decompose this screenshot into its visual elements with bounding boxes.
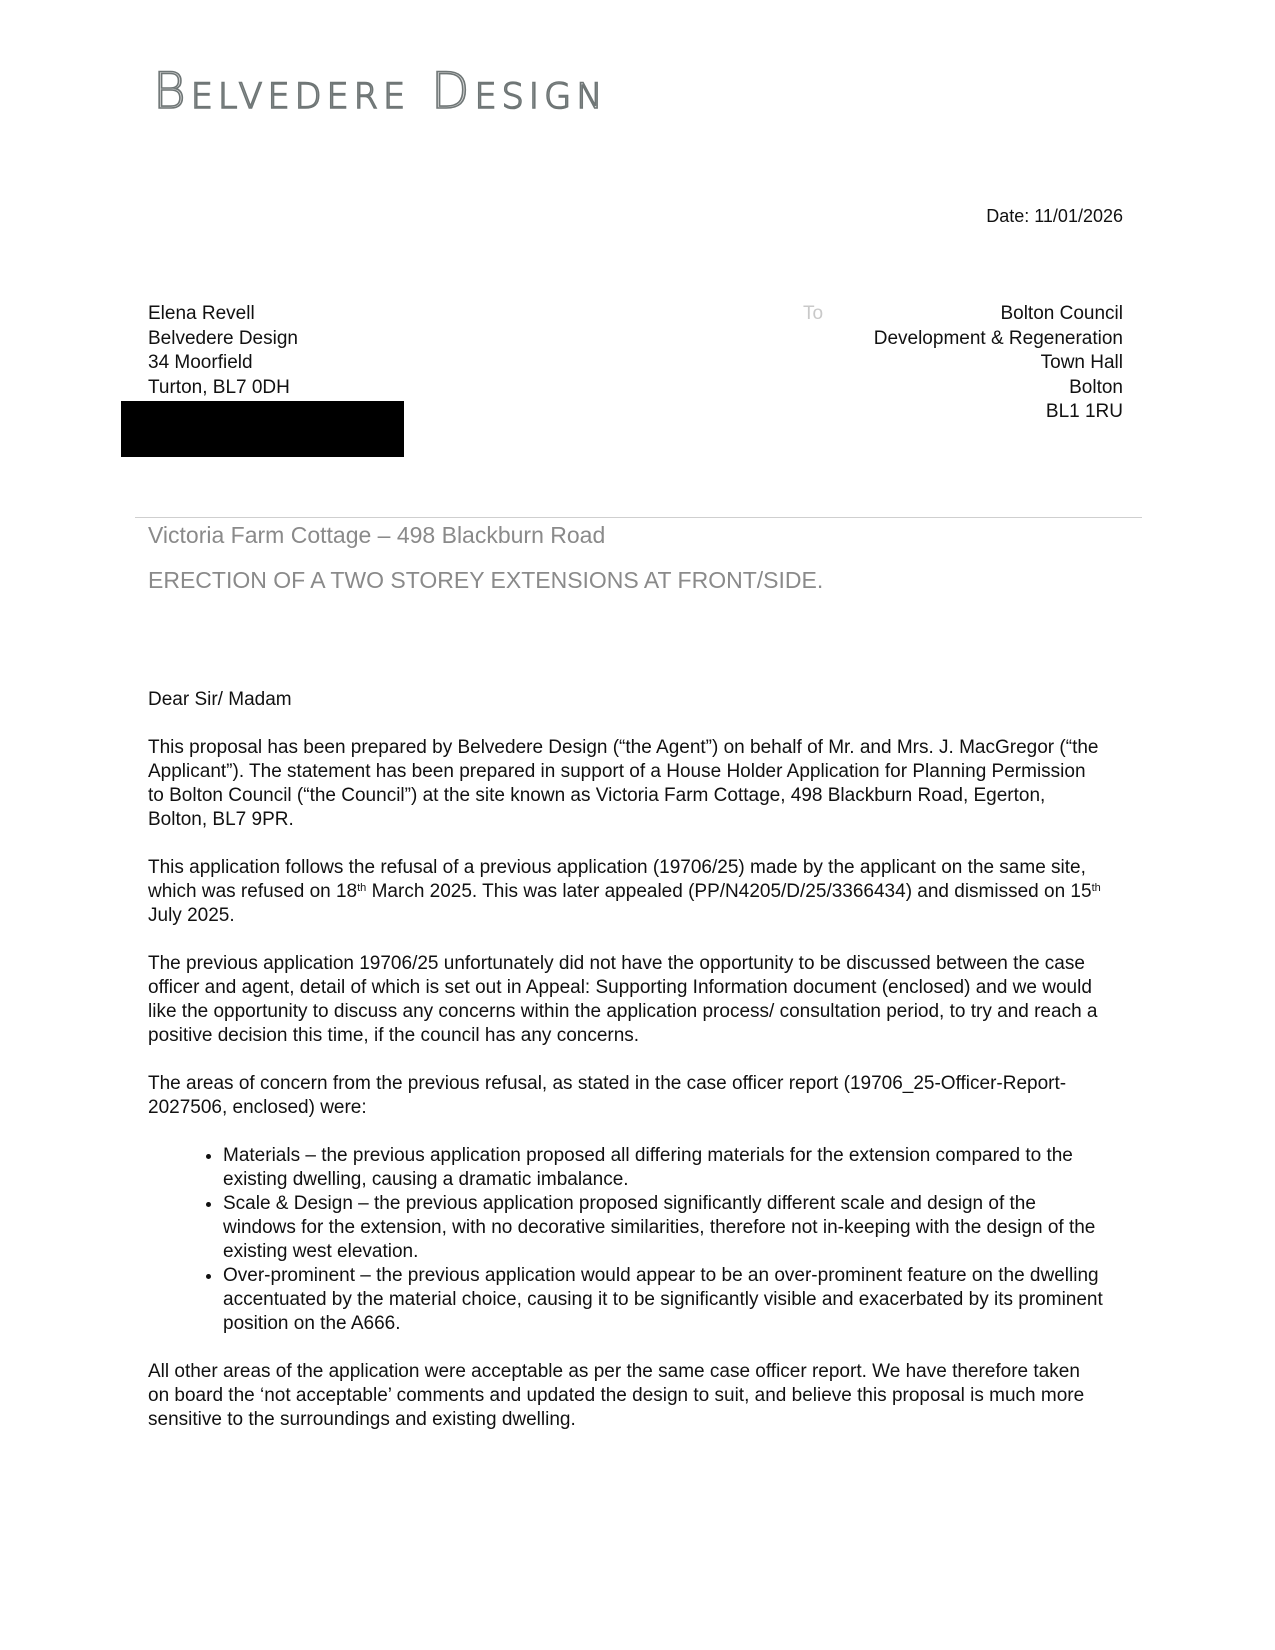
letter-body [148,688,1103,1456]
recipient-town: Bolton [1069,376,1123,398]
refusal-text-2: March 2025. This was later appealed (PP/N4205/D/25/3366434) and dismissed on 15 [366,881,1092,902]
ordinal-suffix: th [357,882,367,894]
header-divider [135,517,1142,518]
sender-address [148,302,298,400]
sender-town: Turton, BL7 0DH [148,376,290,398]
recipient-building: Town Hall [1040,352,1123,373]
list-item: • Over-prominent – the previous application would appear to be an over-prominent feature on the dwelling accentuated by the material choice, causing it to be significantly visible and exacerbated by its prominent position on the A666. [223,1264,1103,1336]
recipient-org: Bolton Council [1000,303,1123,324]
ordinal-suffix: th [1091,882,1101,894]
to-label: To [803,303,824,324]
company-logo: Belvedere Design [153,62,608,120]
salutation: Dear Sir/ Madam [148,689,292,710]
refusal-text-3: July 2025. [148,905,235,926]
sender-company: Belvedere Design [148,327,298,349]
paragraph-conclusion: All other areas of the application were acceptable as per the same case officer report. We have therefore taken on board the ‘not acceptable’ comments and updated the design to suit, and believe this proposal is much more sensitive to the surroundings and existing dwelling. [148,1361,1085,1430]
paragraph-concerns-intro: The areas of concern from the previous refusal, as stated in the case officer report (19706_25-Officer-Report-2027506, enclosed) were: [148,1073,1067,1118]
paragraph-previous-application: The previous application 19706/25 unfortunately did not have the opportunity to be discussed between the case officer and agent, detail of which is set out in Appeal: Supporting Information document (enclosed) and we would like the opportunity to discuss any concerns within the application process/ consultation period, to try and reach a positive decision this time, if the council has any concerns. [148,953,1098,1046]
redaction-block [121,401,404,457]
subject-subtitle: ERECTION OF A TWO STOREY EXTENSIONS AT FRONT/SIDE. [148,567,824,593]
list-item: • Materials – the previous application proposed all differing materials for the extension compared to the existing dwelling, causing a dramatic imbalance. [223,1144,1103,1192]
paragraph-refusal [148,856,1103,928]
letter-date: Date: 11/01/2026 [986,206,1123,226]
list-item: • Scale & Design – the previous application proposed significantly different scale and design of the windows for the extension, with no decorative similarities, therefore not in-keeping with the design of the existing west elevation. [223,1192,1103,1264]
recipient-postcode: BL1 1RU [1045,401,1123,422]
sender-name: Elena Revell [148,303,255,324]
recipient-dept: Development & Regeneration [873,327,1123,349]
concerns-list [148,1144,1103,1336]
sender-street: 34 Moorfield [148,352,253,373]
subject-title: Victoria Farm Cottage – 498 Blackburn Road [148,522,606,548]
paragraph-intro: This proposal has been prepared by Belvedere Design (“the Agent”) on behalf of Mr. and Mrs. J. MacGregor (“the Applicant”). The statement has been prepared in support of a House Holder Application for Planning Permission to Bolton Council (“the Council”) at the site known as Victoria Farm Cottage, 498 Blackburn Road, Egerton, Bolton, BL7 9PR. [148,737,1099,830]
refusal-text-1: This application follows the refusal of a previous application (19706/25) made by the applicant on the same site, which was refused on 18 [148,857,1086,902]
recipient-address [874,302,1123,425]
